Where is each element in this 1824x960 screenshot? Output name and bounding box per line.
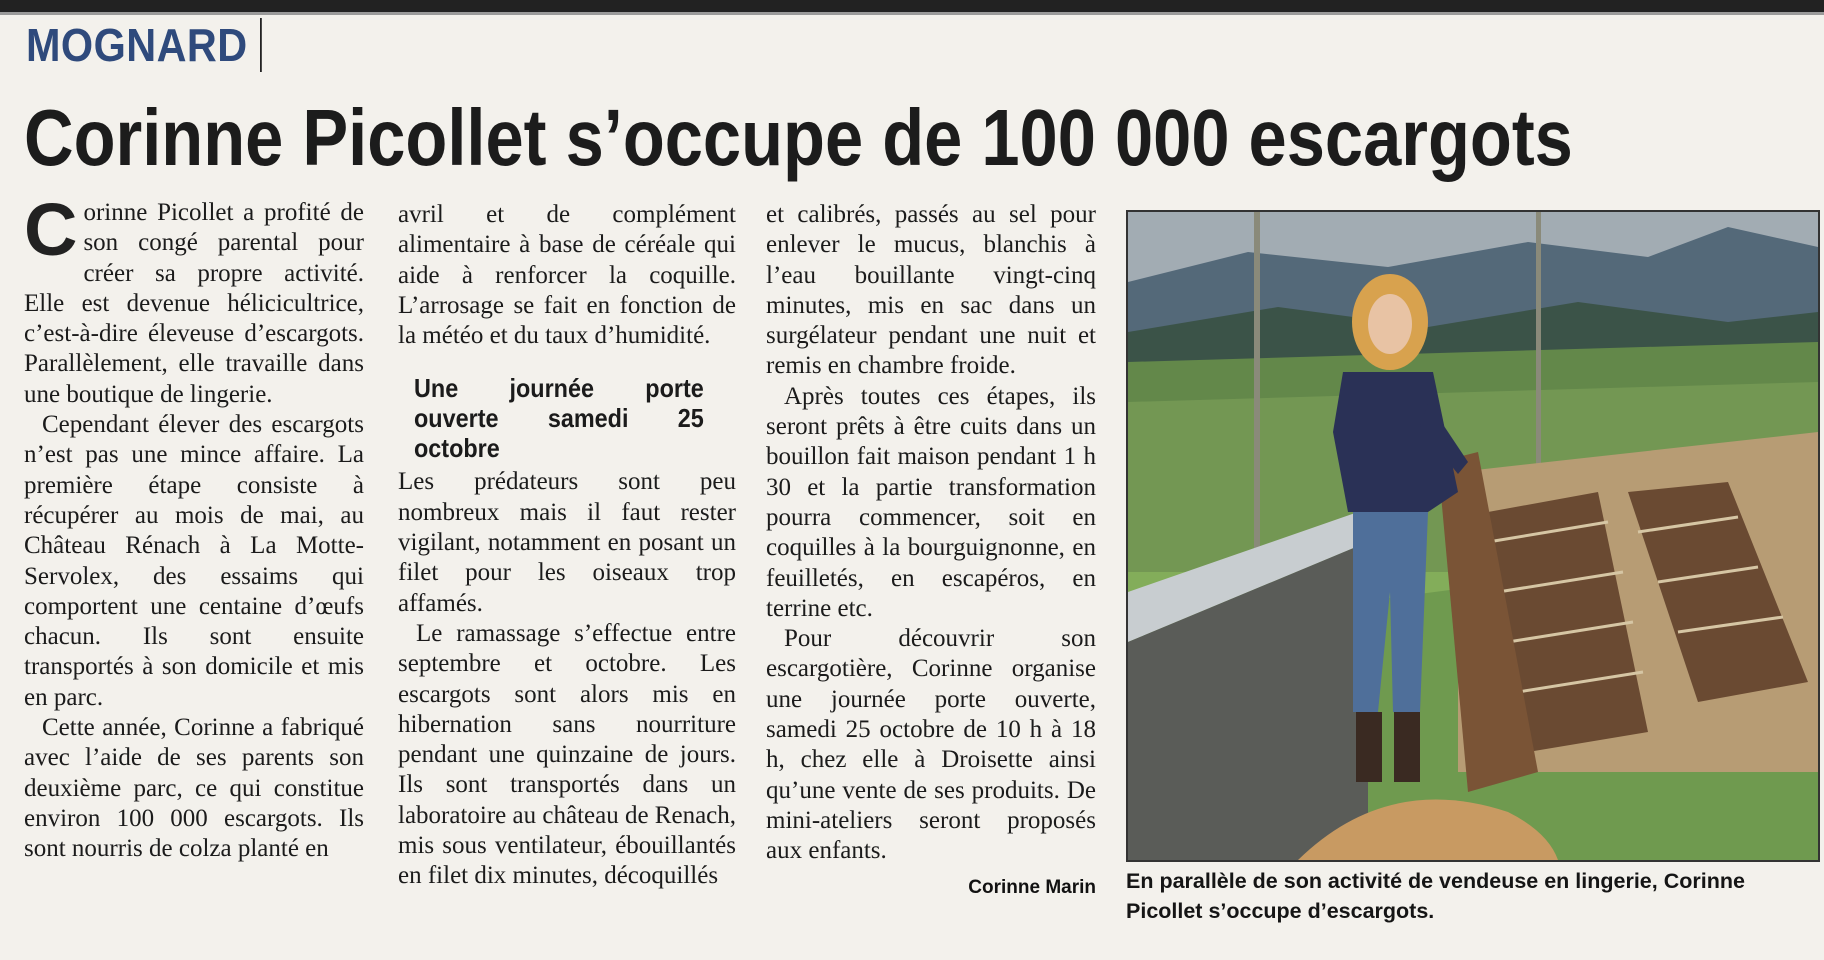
paragraph: Après toutes ces étapes, ils seront prêts à être cuits dans un bouillon fait maison pendant 1 h 30 et la partie transformation pourra commencer, soit en coquilles à la bourguignonne, en feuilletés, en escapéros, en terrine etc. — [766, 382, 1096, 622]
paragraph: Corinne Picollet a profité de son congé parental pour créer sa propre activité. Elle est devenue hélicicultrice, c’est-à-dire éleveuse d’escargots. Parallèlement, elle travaille dans une boutique de lingerie. — [24, 188, 364, 408]
paragraph: et calibrés, passés au sel pour enlever le mucus, blanchis à l’eau bouillante vingt-cinq minutes, mis en sac dans un surgélateur pendant une nuit et remis en chambre froide. — [766, 201, 1096, 380]
article-photo — [1126, 210, 1820, 862]
paragraph: Pour découvrir son escargotière, Corinne organise une journée porte ouverte, samedi 25 octobre de 10 h à 18 h, chez elle à Droisette ainsi qu’une vente de ses produits. De mini-ateliers seront proposés aux enfants. — [766, 625, 1096, 865]
section-kicker: MOGNARD — [26, 18, 262, 72]
paragraph: Les prédateurs sont peu nombreux mais il faut rester vigilant, notamment en posant un filet pour les oiseaux trop affamés. — [398, 468, 736, 617]
paragraph: Le ramassage s’effectue entre septembre et octobre. Les escargots sont alors mis en hibernation sans nourriture pendant une quinzaine de jours. Ils sont transportés dans un laboratoire au château de Renach, mis sous ventilateur, ébouillantés en filet dix minutes, décoquillés — [398, 619, 737, 890]
top-rule — [0, 0, 1824, 12]
top-rule-thin — [0, 12, 1824, 15]
photo-caption: En parallèle de son activité de vendeuse en lingerie, Corinne Picollet s’occupe d’escargots. — [1126, 869, 1745, 923]
article-column-2 — [398, 200, 736, 892]
subheading: Une journée porte ouverte samedi 25 octobre — [414, 373, 704, 464]
paragraph: Cette année, Corinne a fabriqué avec l’aide de ses parents son deuxième parc, ce qui constitue environ 100 000 escargots. Ils sont nourris de colza planté en — [24, 714, 364, 863]
paragraph: avril et de complément alimentaire à base de céréale qui aide à renforcer la coquille. L’arrosage se fait en fonction de la météo et du taux d’humidité. — [398, 201, 736, 350]
drop-cap: C — [24, 188, 78, 271]
headline: Corinne Picollet s’occupe de 100 000 escargots — [24, 93, 1573, 182]
author-signature: Corinne Marin — [968, 876, 1096, 898]
article-column-1 — [24, 188, 364, 865]
article-column-3 — [766, 200, 1096, 903]
paragraph: Cependant élever des escargots n’est pas une mince affaire. La première étape consiste à récupérer au mois de mai, au Château Rénach à La Motte-Servolex, des essaims qui comportent une centaine d’œufs chacun. Ils sont ensuite transportés à son domicile et mis en parc. — [24, 411, 364, 711]
